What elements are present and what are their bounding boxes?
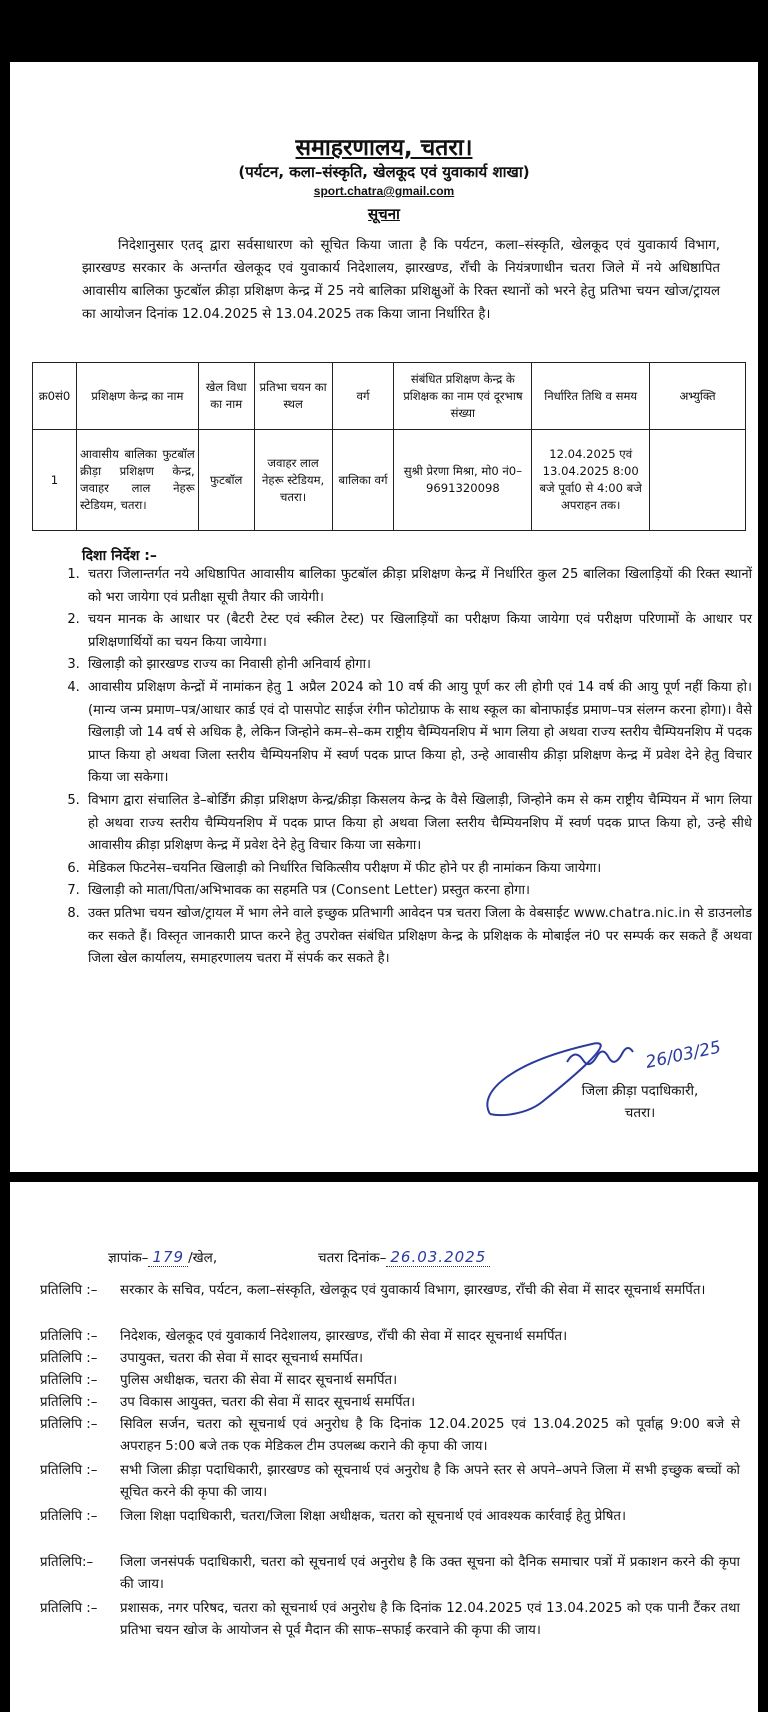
office-email: sport.chatra@gmail.com: [313, 184, 455, 198]
guidelines-list: [62, 564, 752, 971]
copy-text: सरकार के सचिव, पर्यटन, कला–संस्कृति, खेलकूद एवं युवाकार्य विभाग, झारखण्ड, राँची की सेवा में सादर सूचनार्थ समर्पित।: [120, 1283, 706, 1298]
trial-table: [32, 362, 746, 531]
signature-block: [550, 1080, 730, 1124]
copy-entry: [40, 1370, 740, 1392]
col-header-venue: प्रतिभा चयन का स्थल: [254, 363, 332, 430]
branch-subtitle: (पर्यटन, कला–संस्कृति, खेलकूद एवं युवाकार्य शाखा): [238, 163, 530, 181]
memo-reference: [108, 1248, 217, 1267]
copy-entry: [40, 1280, 740, 1302]
copy-text: पुलिस अधीक्षक, चतरा की सेवा में सादर सूचनार्थ समर्पित।: [120, 1373, 398, 1388]
copy-text: जिला शिक्षा पदाधिकारी, चतरा/जिला शिक्षा अधीक्षक, चतरा को सूचनार्थ एवं आवश्यक कार्रवाई हेतु प्रेषित।: [120, 1509, 627, 1524]
col-header-category: वर्ग: [332, 363, 394, 430]
col-header-remarks: अभ्युक्ति: [650, 363, 746, 430]
cell-remarks: [650, 430, 746, 531]
table-row: [33, 430, 746, 531]
copy-text: सिविल सर्जन, चतरा को सूचनार्थ एवं अनुरोध है कि दिनांक 12.04.2025 एवं 13.04.2025 को पूर्वाह्न 9:00 बजे से अपराहन 5:00 बजे तक एक मेडिकल टीम उपलब्ध कराने की कृपा की जाय।: [120, 1417, 740, 1454]
copy-label: प्रतिलिपि:–: [40, 1555, 94, 1570]
copy-entry: [40, 1506, 740, 1528]
copy-text: उप विकास आयुक्त, चतरा की सेवा में सादर सूचनार्थ समर्पित।: [120, 1395, 416, 1410]
guideline-item: 4. आवासीय प्रशिक्षण केन्द्रों में नामांकन हेतु 1 अप्रैल 2024 को 10 वर्ष की आयु पूर्ण कर ली होगी एवं 14 वर्ष की आयु पूर्ण नहीं किया हो। (मान्य जन्म प्रमाण–पत्र/आधार कार्ड एवं दो पासपोट साईज रंगीन फोटोग्राफ के साथ स्कूल का बोनाफाईड प्रमाण–पत्र संलग्न करना होगा)। वैसे खिलाड़ी जो 14 वर्ष से अधिक है, लेकिन जिन्होने कम–से–कम राष्ट्रीय चैम्पियनशिप में भाग लिया हो अथवा राज्य स्तरीय चैम्पियनशिप में पदक प्राप्त किया हो अथवा जिला स्तरीय चैम्पियनशिप में स्वर्ण पदक प्राप्त किया हो, उन्हे आवासीय क्रीड़ा प्रशिक्षण केन्द्र में प्रवेश देने हेतु विचार किया जा सकेगा।: [84, 677, 752, 790]
guideline-item: 2. चयन मानक के आधार पर (बैटरी टेस्ट एवं स्कील टेस्ट) पर खिलाड़ियों का परीक्षण किया जायेगा एवं परीक्षण परिणामों के आधार पर प्रशिक्षणार्थियों का चयन किया जायेगा।: [84, 609, 752, 654]
document-page-1: [10, 62, 758, 1172]
cell-schedule: 12.04.2025 एवं 13.04.2025 8:00 बजे पूर्वा0 से 4:00 बजे अपराहन तक।: [532, 430, 650, 531]
copy-label: प्रतिलिपि :–: [40, 1601, 98, 1616]
office-title: समाहरणालय, चतरा।: [295, 135, 473, 161]
memo-label: ज्ञापांक–: [108, 1250, 149, 1266]
guideline-item: 3. खिलाड़ी को झारखण्ड राज्य का निवासी होनी अनिवार्य होगा।: [84, 654, 752, 677]
copy-label: प्रतिलिपि :–: [40, 1395, 98, 1410]
notice-heading: सूचना: [368, 205, 400, 223]
memo-date: [318, 1248, 490, 1267]
copy-label: प्रतिलिपि :–: [40, 1373, 98, 1388]
guideline-item: 5. विभाग द्वारा संचालित डे–बोर्डिंग क्रीड़ा प्रशिक्षण केन्द्र/क्रीड़ा किसलय केन्द्र के वैसे खिलाड़ी, जिन्होने कम से कम राष्ट्रीय चैम्पियन में भाग लिया हो अथवा राज्य स्तरीय चैम्पियनशिप में पदक प्राप्त किया हो अथवा जिला स्तरीय चैम्पियनशिप में स्वर्ण पदक प्राप्त किया हो, उन्हे सीधे आवासीय क्रीड़ा प्रशिक्षण केन्द्र में प्रवेश देने हेतु विचार किया जा सकेगा।: [84, 790, 752, 858]
copy-text: निदेशक, खेलकूद एवं युवाकार्य निदेशालय, झारखण्ड, राँची की सेवा में सादर सूचनार्थ समर्पित।: [120, 1329, 568, 1344]
copy-entry: [40, 1552, 740, 1596]
memo-number: 179: [148, 1248, 188, 1267]
copy-entry: [40, 1392, 740, 1414]
copy-label: प्रतिलिपि :–: [40, 1509, 98, 1524]
signature-date: 26/03/25: [643, 1037, 723, 1073]
date-value: 26.03.2025: [386, 1248, 490, 1267]
cell-coach: सुश्री प्रेरणा मिश्रा, मो0 नं0–9691320098: [394, 430, 532, 531]
table-header-row: [33, 363, 746, 430]
copy-entry: [40, 1460, 740, 1504]
intro-paragraph: निदेशानुसार एतद् द्वारा सर्वसाधारण को सूचित किया जाता है कि पर्यटन, कला–संस्कृति, खेलकूद एवं युवाकार्य विभाग, झारखण्ड सरकार के अन्तर्गत खेलकूद एवं युवाकार्य निदेशालय, झारखण्ड, राँची के नियंत्रणाधीन चतरा जिले में नये अधिष्ठापित आवासीय बालिका फुटबॉल क्रीड़ा प्रशिक्षण केन्द्र में 25 नये बालिका प्रशिक्षुओं के रिक्त स्थानों को भरने हेतु प्रतिभा चयन खोज/ट्रायल का आयोजन दिनांक 12.04.2025 से 13.04.2025 तक किया जाना निर्धारित है।: [82, 238, 720, 322]
date-label: चतरा दिनांक–: [318, 1250, 387, 1266]
copy-text: सभी जिला क्रीड़ा पदाधिकारी, झारखण्ड को सूचनार्थ एवं अनुरोध है कि अपने स्तर से अपने–अपने जिला में सभी इच्छुक बच्चों को सूचित करने की कृपा की जाय।: [120, 1463, 740, 1500]
copy-label: प्रतिलिपि :–: [40, 1351, 98, 1366]
guideline-item: 7. खिलाड़ी को माता/पिता/अभिभावक का सहमति पत्र (Consent Letter) प्रस्तुत करना होगा।: [84, 880, 752, 903]
cell-category: बालिका वर्ग: [332, 430, 394, 531]
copy-label: प्रतिलिपि :–: [40, 1283, 98, 1298]
cell-centre: आवासीय बालिका फुटबॉल क्रीड़ा प्रशिक्षण केन्द्र, जवाहर लाल नेहरू स्टेडियम, चतरा।: [76, 430, 198, 531]
signatory-designation: जिला क्रीड़ा पदाधिकारी,: [581, 1083, 699, 1099]
guidelines-title: दिशा निर्देश :–: [82, 548, 157, 564]
copy-entry: [40, 1598, 740, 1642]
col-header-coach: संबंधित प्रशिक्षण केन्द्र के प्रशिक्षक का नाम एवं दूरभाष संख्या: [394, 363, 532, 430]
cell-venue: जवाहर लाल नेहरू स्टेडियम, चतरा।: [254, 430, 332, 531]
document-page-2: [10, 1182, 758, 1712]
copy-text: जिला जनसंपर्क पदाधिकारी, चतरा को सूचनार्थ एवं अनुरोध है कि उक्त सूचना को दैनिक समाचार पत्रों में प्रकाशन करने की कृपा की जाय।: [120, 1555, 740, 1592]
col-header-schedule: निर्धारित तिथि व समय: [532, 363, 650, 430]
copy-label: प्रतिलिपि :–: [40, 1463, 98, 1478]
copy-label: प्रतिलिपि :–: [40, 1329, 98, 1344]
cell-sport: फुटबॉल: [198, 430, 254, 531]
copy-entry: [40, 1348, 740, 1370]
guideline-item: 1. चतरा जिलान्तर्गत नये अधिष्ठापित आवासीय बालिका फुटबॉल क्रीड़ा प्रशिक्षण केन्द्र में निर्धारित कुल 25 बालिका खिलाड़ियों की रिक्त स्थानों को भरा जायेगा एवं प्रतीक्षा सूची तैयार की जायेगी।: [84, 564, 752, 609]
guideline-item: 8. उक्त प्रतिभा चयन खोज/ट्रायल में भाग लेने वाले इच्छुक प्रतिभागी आवेदन पत्र चतरा जिला के वेबसाईट www.chatra.nic.in से डाउनलोड कर सकते हैं। विस्तृत जानकारी प्राप्त करने हेतु उपरोक्त संबंधित प्रशिक्षण केन्द्र के प्रशिक्षक के मोबाईल नं0 पर सम्पर्क कर सकते हैं अथवा जिला खेल कार्यालय, समाहरणालय चतरा में संपर्क कर सकते है।: [84, 903, 752, 971]
copy-entry: [40, 1414, 740, 1458]
cell-sno: 1: [33, 430, 77, 531]
memo-suffix: /खेल,: [188, 1250, 218, 1266]
col-header-sno: क्र0सं0: [33, 363, 77, 430]
copy-label: प्रतिलिपि :–: [40, 1417, 98, 1432]
col-header-centre: प्रशिक्षण केन्द्र का नाम: [76, 363, 198, 430]
copy-text: उपायुक्त, चतरा की सेवा में सादर सूचनार्थ समर्पित।: [120, 1351, 364, 1366]
col-header-sport: खेल विधा का नाम: [198, 363, 254, 430]
guideline-item: 6. मेडिकल फिटनेस–चयनित खिलाड़ी को निर्धारित चिकित्सीय परीक्षण में फीट होने पर ही नामांकन किया जायेगा।: [84, 858, 752, 881]
copy-text: प्रशासक, नगर परिषद, चतरा को सूचनार्थ एवं अनुरोध है कि दिनांक 12.04.2025 एवं 13.04.2025 को एक पानी टैंकर तथा प्रतिभा चयन खोज के आयोजन से पूर्व मैदान की साफ–सफाई करवाने की कृपा की जाय।: [120, 1601, 740, 1638]
copy-entry: [40, 1326, 740, 1348]
signatory-place: चतरा।: [624, 1105, 656, 1121]
